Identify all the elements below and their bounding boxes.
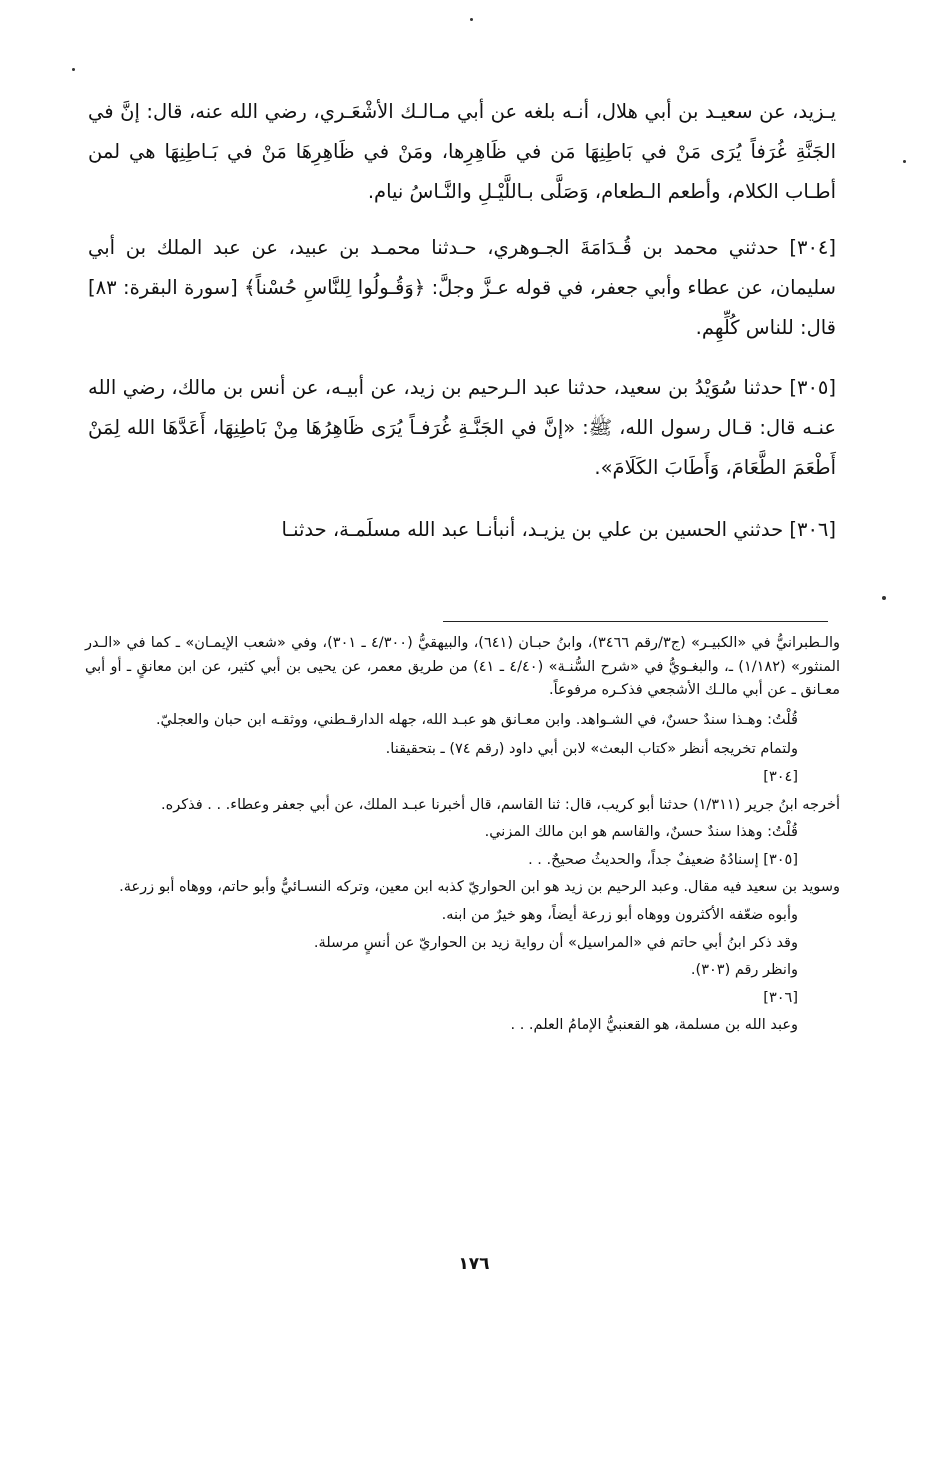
footnote-heading-306: [٣٠٦] xyxy=(763,989,798,1006)
paragraph-303-end: يـزيد، عن سعيـد بن أبي هلال، أنـه بلغه عن أبي مـالـك الأشْعَـري، رضي الله عنه، قال: إنَّ في الجَنَّةِ غُرَفاً يُرَى مَنْ في بَاطِنِهَا مَن في ظَاهِرِها، ومَنْ في ظَاهِرِهَا مَنْ في بَـاطِنِهَا هي لمن أطـاب الكلام، وأطعم الـطعام، وَصَلَّى بـاللَّيْـلِ والنَّـاسُ نيام. xyxy=(88,100,836,203)
footnote-heading-304: [٣٠٤] xyxy=(763,768,798,785)
paragraph-305: [٣٠٥] حدثنا سُوَيْدُ بن سعيد، حدثنا عبد الـرحيم بن زيد، عن أبيـه، عن أنس بن مالك، رضي الله عنـه قال: قـال رسول الله، ﷺ: «إنَّ في الجَنَّـةِ غُرَفـاً يُرَى ظَاهِرُهَا مِنْ بَاطِنِهَا، أَعَدَّهَا الله لِمَنْ أَطْعَمَ الطَّعَامَ، وَأَطَابَ الكَلَامَ». xyxy=(88,376,836,479)
footnote-heading-305: [٣٠٥] إسنادُهُ ضعيفٌ جداً، والحديثُ صحيحٌ. . . xyxy=(528,851,798,868)
footnote-line: والـطبرانيُّ في «الكبيـر» (ج٣/رقم ٣٤٦٦)، وابنُ حبـان (٦٤١)، والبيهقيُّ (٤/٣٠٠ ـ ٣٠١)، وفي «شعب الإيمـان» ـ كما في «الـدر المنثور» (١/١٨٢) ـ، والبغـويُّ في «شرح السُّنـة» (٤/٤٠ ـ ٤١) من طريق معمر، عن يحيى بن أبي كثير، عن ابن معانقٍ ـ أو أبي معـانق ـ عن أبي مالـك الأشجعي فذكـره مرفوعاً. xyxy=(85,635,840,699)
footnote-line: وأبوه ضعّفه الأكثرون ووهاه أبو زرعة أيضاً، وهو خيرٌ من ابنه. xyxy=(441,906,798,923)
footnote-line: وعبد الله بن مسلمة، هو القعنبيُّ الإمامُ العلم. . . xyxy=(510,1017,798,1034)
paragraph-306: [٣٠٦] حدثني الحسين بن علي بن يزيـد، أنبأنـا عبد الله مسلَمـة، حدثنـا xyxy=(281,518,836,541)
footnote-line: وقد ذكر ابنُ أبي حاتم في «المراسيل» أن رواية زيد بن الحواريّ عن أنسٍ مرسلة. xyxy=(313,934,798,951)
footnote-line: أخرجه ابنُ جرير (١/٣١١) حدثنا أبو كريب، قال: ثنا القاسم، قال أخبرنا عبـد الملك، عن أبي جعفر وعطاء. . . فذكره. xyxy=(160,796,840,813)
paragraph-304: [٣٠٤] حدثني محمد بن قُـدَامَةَ الجـوهري، حـدثنا محمـد بن عبيد، عن عبد الملك بن أبي سليمان، عن عطاء وأبي جعفر، في قوله عـزَّ وجلَّ: ﴿وَقُـولُوا لِلنَّاسِ حُسْناً﴾ [سورة البقرة: ٨٣] قال: للناس كُلِّهِم. xyxy=(88,236,836,339)
scan-speck xyxy=(903,160,906,163)
footnotes xyxy=(85,632,840,1038)
footnote-separator xyxy=(443,621,828,622)
footnote-line: قُلْتُ: وهذا سندٌ حسنٌ، والقاسم هو ابن مالك المزني. xyxy=(484,824,798,841)
footnote-line: ولتمام تخريجه أنظر «كتاب البعث» لابن أبي داود (رقم ٧٤) ـ بتحقيقنا. xyxy=(385,741,798,758)
main-text xyxy=(88,92,836,562)
page-number: ١٧٦ xyxy=(458,1254,490,1274)
footnote-line: قُلْتُ: وهـذا سندٌ حسنٌ، في الشـواهد. وابن معـانق هو عبـد الله، جهله الدارقـطني، ووثقـه ابن حبان والعجليّ. xyxy=(155,711,798,728)
scan-speck xyxy=(882,596,886,600)
scan-speck xyxy=(72,68,75,71)
footnote-line: وسويد بن سعيد فيه مقال. وعبد الرحيم بن زيد هو ابن الحواريّ كذبه ابن معين، وتركه النسـائيُّ وأبو حاتم، ووهاه أبو زرعة. xyxy=(119,879,840,896)
footnote-line: وانظر رقم (٣٠٣). xyxy=(690,962,798,979)
scan-speck xyxy=(470,18,473,21)
